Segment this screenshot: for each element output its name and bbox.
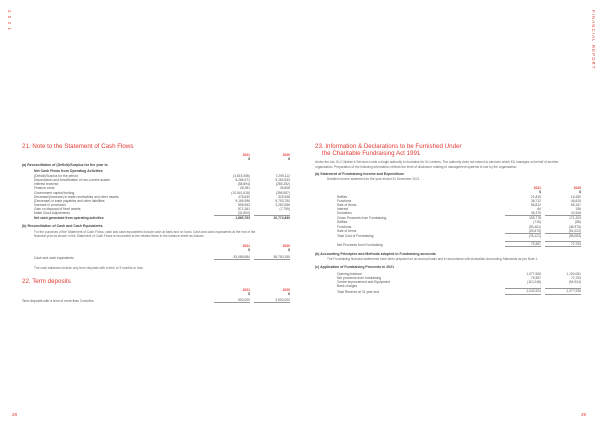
note23-b-para: The Fundraising financial statements have been prepared on an accrual basis and in accordance with Australian Accounting Standards as per Note 1. — [327, 257, 539, 262]
table-row: Raffles (715) (86) — [337, 220, 581, 225]
table-row: Make Good Adjustments (31,800) - — [34, 211, 290, 216]
note22-currency: $ $ — [248, 292, 290, 297]
table-row: Decrease/(increase) in trade receivables and other assets 478,630 325,538 — [34, 194, 290, 199]
note23-cost-rows — [315, 220, 581, 232]
note23-c-rows — [315, 272, 581, 288]
table-row: Depreciation and Amortisation of non-current assets 5,266,371 5,154,533 — [34, 178, 290, 183]
note21-years-header: 2021 2020 — [242, 153, 290, 158]
note21-b-title: (b) Reconciliation of Cash and Cash Equivalents — [22, 224, 103, 229]
table-row: Increase in provisions 898,553 2,282,556 — [34, 202, 290, 207]
note23-years: 2021 2020 — [533, 185, 581, 190]
left-page — [22, 143, 290, 303]
note21-b-currency: $ $ — [248, 248, 290, 253]
table-row: Gain on disposal of fixed assets 871,361 (7,759) — [34, 206, 290, 211]
table-row: (Deficit)/Surplus for the period (3,815,356) 7,295,112 — [34, 174, 290, 179]
note23-gross-row: Gross Proceeds from Fundraising 155,778 171,203 — [337, 216, 581, 221]
note23-currency: $ $ — [539, 189, 581, 194]
note22-title: 22. Term deposits — [22, 277, 71, 285]
note23-a-title: (a) Statement of Fundraising Income and Expenditure — [315, 171, 405, 176]
note21-rows — [22, 174, 290, 215]
table-row: Net proceeds from fundraising 75,357 72,793 — [337, 276, 581, 281]
note21-b-years: 2021 2020 — [242, 244, 290, 249]
note21-a-title: (a) Reconciliation of (Deficit)/Surplus for the year to — [22, 163, 108, 168]
note21-title: 21. Note to the Statement of Cash Flows — [22, 143, 134, 150]
table-row: Functions (53,461) (46,975) — [337, 224, 581, 229]
note21-a-title2: Net Cash Flows from Operating Activities — [34, 168, 103, 173]
table-row: Finance costs 28,381 35,808 — [34, 186, 290, 191]
note23-net-row: Net Proceeds from Fundraising 75,357 72,793 — [337, 241, 581, 247]
note23-cost-row: Total Cost of Fundraising (78,121) (98,083) — [337, 233, 581, 238]
note23-a-sub: Detailed income statement for the year ended 31 December 2021 — [327, 177, 420, 182]
table-row: (Decrease) in trade payables and other liabilities 9,165,996 5,793,750 — [34, 198, 290, 203]
note23-title: 23. Information & Declarations to be Furnished Under — [315, 143, 462, 150]
note22-row: Term deposits with a term of more than 3 months 500,000 3,500,000 — [22, 298, 290, 304]
note22-years: 2021 2020 — [242, 288, 290, 293]
note21-currency-header: $ $ — [248, 157, 290, 162]
table-row: Government capital funding (10,941,818) (398,557) — [34, 190, 290, 195]
note23-intro: Under the Act, KU Children's Services holds a single authority to fundraise for KU centres. The authority does not extend to services which KU manages on behalf of another organisation. Preparation of the following information reflects the level of disclosure relating to management systems in use by the organisation. — [315, 160, 559, 169]
table-row: Interest received (58,694) (255,282) — [34, 182, 290, 187]
note23-c-total-row: Total Reserve at 31 year end 1,042,924 1,077,930 — [337, 289, 581, 295]
table-row: Functions 38,712 46,815 — [337, 198, 581, 203]
note23-c-title: (c) Application of Fundraising Proceeds in 2021 — [315, 264, 395, 269]
table-row: Opening balance 1,077,906 1,100,061 — [337, 272, 581, 277]
table-row: Donations 36,375 42,545 — [337, 211, 581, 216]
table-row: Sale of Items (25,875) (51,022) — [337, 228, 581, 233]
table-row: Raffles 21,815 16,280 — [337, 194, 581, 199]
table-row: Interest 64 196 — [337, 207, 581, 212]
side-section-label: FINANCIAL REPORT — [591, 10, 596, 70]
table-row: Sale of Items 58,812 65,167 — [337, 203, 581, 207]
side-year-label: 2 0 2 1 — [7, 10, 12, 32]
page-number-left: 28 — [12, 412, 18, 417]
page-number-right: 29 — [581, 412, 587, 417]
right-page — [315, 143, 581, 295]
table-row: Bank charges - - — [337, 284, 581, 289]
note21-cash-note: The cash balances include only term deposits with a term of 3 months or less. — [34, 265, 144, 270]
note23-income-rows — [315, 195, 581, 216]
note21-b-para: For the purposes of the Statement of Cash Flows, cash and cash equivalents include cash at bank and on hand. Cash and cash equivalents at the end of the financial year as shown in the Statement of Cash Flows is reconciled to the related items in the balance sheet as follows: — [34, 229, 256, 238]
note23-b-title: (b) Accounting Principles and Methods adopted in Fundraising accounts — [315, 251, 436, 256]
note23-title2: the Charitable Fundraising Act 1991 — [322, 150, 421, 158]
table-row: Centre improvement and Equipment (110,248) (94,924) — [337, 280, 581, 285]
note21-net-row: Net cash generated from operating activities 1,869,763 20,774,830 — [34, 216, 290, 221]
note21-cash-row: Cash and cash equivalents 53,088,684 58,750,159 — [34, 254, 290, 260]
